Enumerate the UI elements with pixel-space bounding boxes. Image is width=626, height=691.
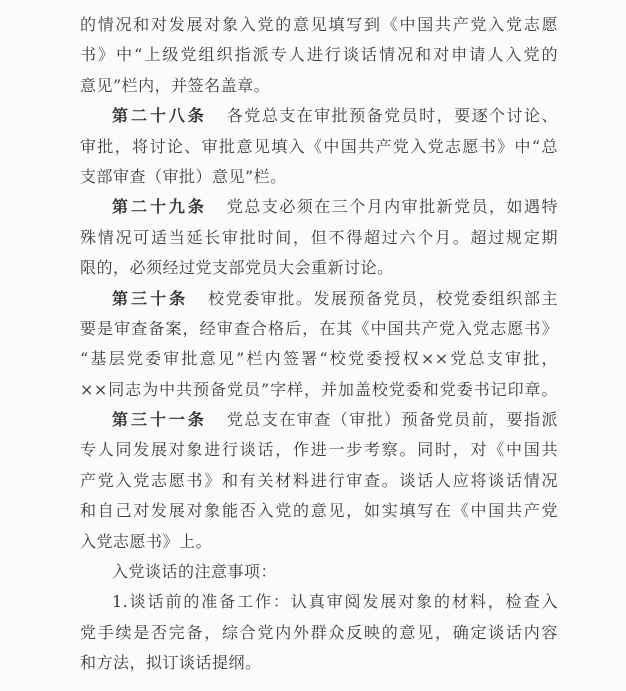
- article-number: 第二十九条: [112, 197, 207, 217]
- text-line: [80, 557, 558, 587]
- text-line: [80, 223, 558, 253]
- text-line: [80, 284, 558, 314]
- line-text: 的情况和对发展对象入党的意见填写到《中国共产党入党志愿: [80, 15, 558, 34]
- text-line: [80, 466, 558, 496]
- text-line: [80, 192, 558, 222]
- text-line: [80, 587, 558, 617]
- line-text: 专人同发展对象进行谈话，作进一步考察。同时，对《中国共: [80, 440, 558, 460]
- line-text: 入党志愿书》上。: [80, 531, 213, 551]
- line-text: 意见”栏内，并签名盖章。: [80, 75, 271, 95]
- line-text: 各党总支在审批预备党员时，要逐个讨论、: [226, 106, 558, 126]
- line-text: 限的，必须经过党支部党员大会重新讨论。: [80, 258, 394, 278]
- line-text: 殊情况可适当延长审批时间，但不得超过六个月。超过规定期: [80, 227, 558, 247]
- line-text: 和自己对发展对象能否入党的意见，如实填写在《中国共产党: [80, 501, 558, 521]
- article-number: 第二十八条: [112, 106, 207, 126]
- text-line: [80, 344, 558, 374]
- article-number: 第三十条: [112, 288, 189, 308]
- text-line: [80, 496, 558, 526]
- line-text: 要是审查备案，经审查合格后，在其《中国共产党入党志愿书》: [80, 318, 558, 338]
- line-text: 产党入党志愿书》和有关材料进行审查。谈话人应将谈话情况: [80, 470, 558, 490]
- text-line: [80, 314, 558, 344]
- line-text: 党手续是否完备，综合党内外群众反映的意见，确定谈话内容: [80, 622, 558, 642]
- text-line: [80, 435, 558, 465]
- text-line: [80, 40, 558, 70]
- line-text: 和方法，拟订谈话提纲。: [80, 653, 262, 673]
- line-text: 入党谈话的注意事项：: [112, 562, 278, 582]
- text-line: [80, 162, 558, 192]
- article-number: 第三十一条: [112, 410, 207, 430]
- line-text: 审批，将讨论、审批意见填入《中国共产党入党志愿书》中“总: [80, 136, 558, 156]
- text-line: [80, 527, 558, 557]
- line-text: 1.谈话前的准备工作：认真审阅发展对象的材料，检查入: [112, 592, 558, 612]
- text-line: [80, 71, 558, 101]
- line-text: 书》中“上级党组织指派专人进行谈话情况和对申请人入党的: [80, 45, 558, 65]
- text-line: [80, 375, 558, 405]
- line-text: 党总支在审查（审批）预备党员前，要指派: [226, 410, 558, 430]
- text-line: [80, 405, 558, 435]
- text-line: [80, 253, 558, 283]
- text-line: [80, 10, 558, 40]
- text-line: [80, 648, 558, 678]
- text-line: [80, 101, 558, 131]
- line-text: 校党委审批。发展预备党员，校党委组织部主: [208, 288, 558, 308]
- line-text: 支部审查（审批）意见”栏。: [80, 166, 287, 186]
- line-text: “基层党委审批意见”栏内签署“校党委授权××党总支审批，: [80, 349, 558, 369]
- line-text: 党总支必须在三个月内审批新党员，如遇特: [226, 197, 558, 217]
- text-line: [80, 132, 558, 162]
- text-line: [80, 618, 558, 648]
- line-text: ××同志为中共预备党员”字样，并加盖校党委和党委书记印章。: [80, 379, 558, 399]
